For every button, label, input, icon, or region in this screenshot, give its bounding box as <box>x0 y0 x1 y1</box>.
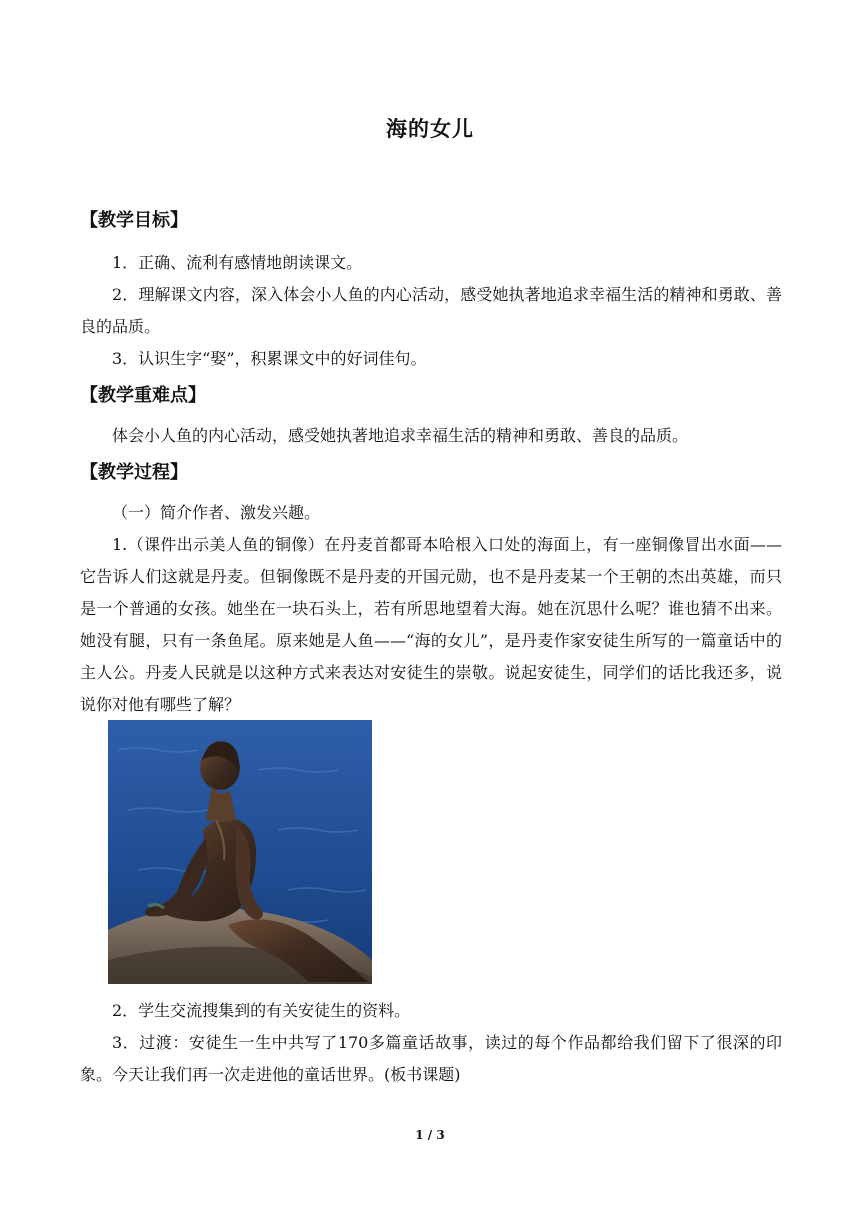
objective-item-2: 2．理解课文内容，深入体会小人鱼的内心活动，感受她执著地追求幸福生活的精神和勇敢、善良的品质。 <box>80 285 782 336</box>
process-step-title: （一）简介作者、激发兴趣。 <box>112 503 321 522</box>
objective-item-1: 1．正确、流利有感情地朗读课文。 <box>112 253 363 272</box>
objectives-heading: 【教学目标】 <box>80 210 188 231</box>
key-points-heading: 【教学重难点】 <box>80 385 206 406</box>
page-number: 1 / 3 <box>415 1128 445 1142</box>
process-item-2: 2．学生交流搜集到的有关安徒生的资料。 <box>112 1001 411 1020</box>
process-item-1: 1.（课件出示美人鱼的铜像）在丹麦首都哥本哈根入口处的海面上，有一座铜像冒出水面——它告诉人们这就是丹麦。但铜像既不是丹麦的开国元勋，也不是丹麦某一个王朝的杰出英雄，而只是一个普通的女孩。她坐在一块石头上，若有所思地望着大海。她在沉思什么呢？谁也猜不出来。她没有腿，只有一条鱼尾。原来她是人鱼——“海的女儿”，是丹麦作家安徒生所写的一篇童话中的主人公。丹麦人民就是以这种方式来表达对安徒生的崇敬。说起安徒生，同学们的话比我还多，说说你对他有哪些了解？ <box>80 535 782 714</box>
process-heading: 【教学过程】 <box>80 462 188 483</box>
little-mermaid-statue-photo <box>108 720 372 984</box>
key-points-text: 体会小人鱼的内心活动，感受她执著地追求幸福生活的精神和勇敢、善良的品质。 <box>112 426 689 445</box>
process-item-3: 3．过渡：安徒生一生中共写了170多篇童话故事，读过的每个作品都给我们留下了很深的印象。今天让我们再一次走进他的童话世界。(板书课题) <box>80 1033 782 1084</box>
page-title: 海的女儿 <box>386 116 474 141</box>
objective-item-3: 3．认识生字“娶”，积累课文中的好词佳句。 <box>112 349 427 368</box>
